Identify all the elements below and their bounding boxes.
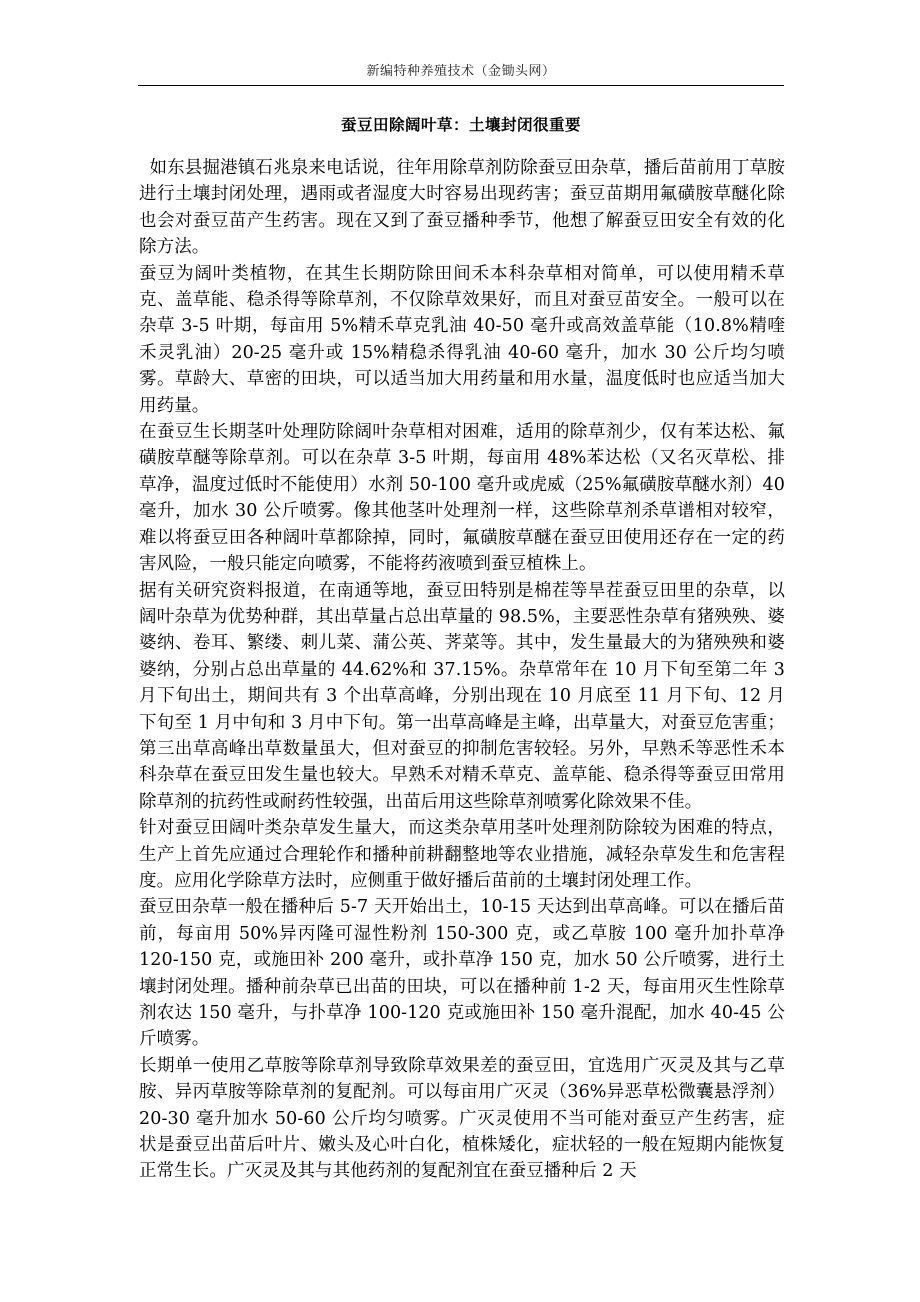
- paragraph: 长期单一使用乙草胺等除草剂导致除草效果差的蚕豆田，宜选用广灭灵及其与乙草胺、异丙草胺等除草剂的复配剂。可以每亩用广灭灵（36%异恶草松微囊悬浮剂）20-30 毫升加水 50-60 公斤均匀喷雾。广灭灵使用不当可能对蚕豆产生药害，症状是蚕豆出苗后叶片、嫩头及心叶白化，植株矮化，症状轻的一般在短期内能恢复正常生长。广灭灵及其与其他药剂的复配剂宜在蚕豆播种后 2 天: [139, 1055, 785, 1182]
- paragraph: 据有关研究资料报道，在南通等地，蚕豆田特别是棉茬等旱茬蚕豆田里的杂草，以阔叶杂草为优势种群，其出草量占总出草量的 98.5%，主要恶性杂草有猪殃殃、婆婆纳、卷耳、繁缕、刺儿菜、蒲公英、荠菜等。其中，发生量最大的为猪殃殃和婆婆纳，分别占总出草量的 44.62%和 37.15%。杂草常年在 10 月下旬至第二年 3 月下旬出土，期间共有 3 个出草高峰，分别出现在 10 月底至 11 月下旬、12 月下旬至 1 月中旬和 3 月中下旬。第一出草高峰是主峰，出草量大，对蚕豆危害重；第三出草高峰出草数量虽大，但对蚕豆的抑制危害较轻。另外，早熟禾等恶性禾本科杂草在蚕豆田发生量也较大。早熟禾对精禾草克、盖草能、稳杀得等蚕豆田常用除草剂的抗药性或耐药性较强，出苗后用这些除草剂喷雾化除效果不佳。: [139, 580, 785, 812]
- paragraph: 在蚕豆生长期茎叶处理防除阔叶杂草相对困难，适用的除草剂少，仅有苯达松、氟磺胺草醚等除草剂。可以在杂草 3-5 叶期，每亩用 48%苯达松（又名灭草松、排草净，温度过低时不能使用）水剂 50-100 毫升或虎威（25%氟磺胺草醚水剂）40 毫升，加水 30 公斤喷雾。像其他茎叶处理剂一样，这些除草剂杀草谱相对较窄，难以将蚕豆田各种阔叶草都除掉，同时，氟磺胺草醚在蚕豆田使用还存在一定的药害风险，一般只能定向喷雾，不能将药液喷到蚕豆植株上。: [139, 422, 785, 575]
- article-body: [139, 155, 785, 1185]
- paragraph: 蚕豆田杂草一般在播种后 5-7 天开始出土，10-15 天达到出草高峰。可以在播后苗前，每亩用 50%异丙隆可湿性粉剂 150-300 克，或乙草胺 100 毫升加扑草净 120-150 克，或施田补 200 毫升，或扑草净 150 克，加水 50 公斤喷雾，进行土壤封闭处理。播种前杂草已出苗的田块，可以在播种前 1-2 天，每亩用灭生性除草剂农达 150 毫升，与扑草净 100-120 克或施田补 150 毫升混配，加水 40-45 公斤喷雾。: [139, 897, 785, 1050]
- paragraph: 如东县掘港镇石兆泉来电话说，往年用除草剂防除蚕豆田杂草，播后苗前用丁草胺进行土壤封闭处理，遇雨或者湿度大时容易出现药害；蚕豆苗期用氟磺胺草醚化除也会对蚕豆苗产生药害。现在又到了蚕豆播种季节，他想了解蚕豆田安全有效的化除方法。: [139, 158, 785, 258]
- header-divider: [138, 85, 784, 86]
- running-header: 新编特种养殖技术（金锄头网）: [366, 64, 556, 79]
- paragraph: 蚕豆为阔叶类植物，在其生长期防除田间禾本科杂草相对简单，可以使用精禾草克、盖草能、稳杀得等除草剂，不仅除草效果好，而且对蚕豆苗安全。一般可以在杂草 3-5 叶期，每亩用 5%精禾草克乳油 40-50 毫升或高效盖草能（10.8%精喹禾灵乳油）20-25 毫升或 15%精稳杀得乳油 40-60 毫升，加水 30 公斤均匀喷雾。草龄大、草密的田块，可以适当加大用药量和用水量，温度低时也应适当加大用药量。: [139, 263, 785, 416]
- article-title: 蚕豆田除阔叶草：土壤封闭很重要: [340, 116, 581, 134]
- paragraph: 针对蚕豆田阔叶类杂草发生量大，而这类杂草用茎叶处理剂防除较为困难的特点，生产上首先应通过合理轮作和播种前耕翻整地等农业措施，减轻杂草发生和危害程度。应用化学除草方法时，应侧重于做好播后苗前的土壤封闭处理工作。: [139, 818, 785, 891]
